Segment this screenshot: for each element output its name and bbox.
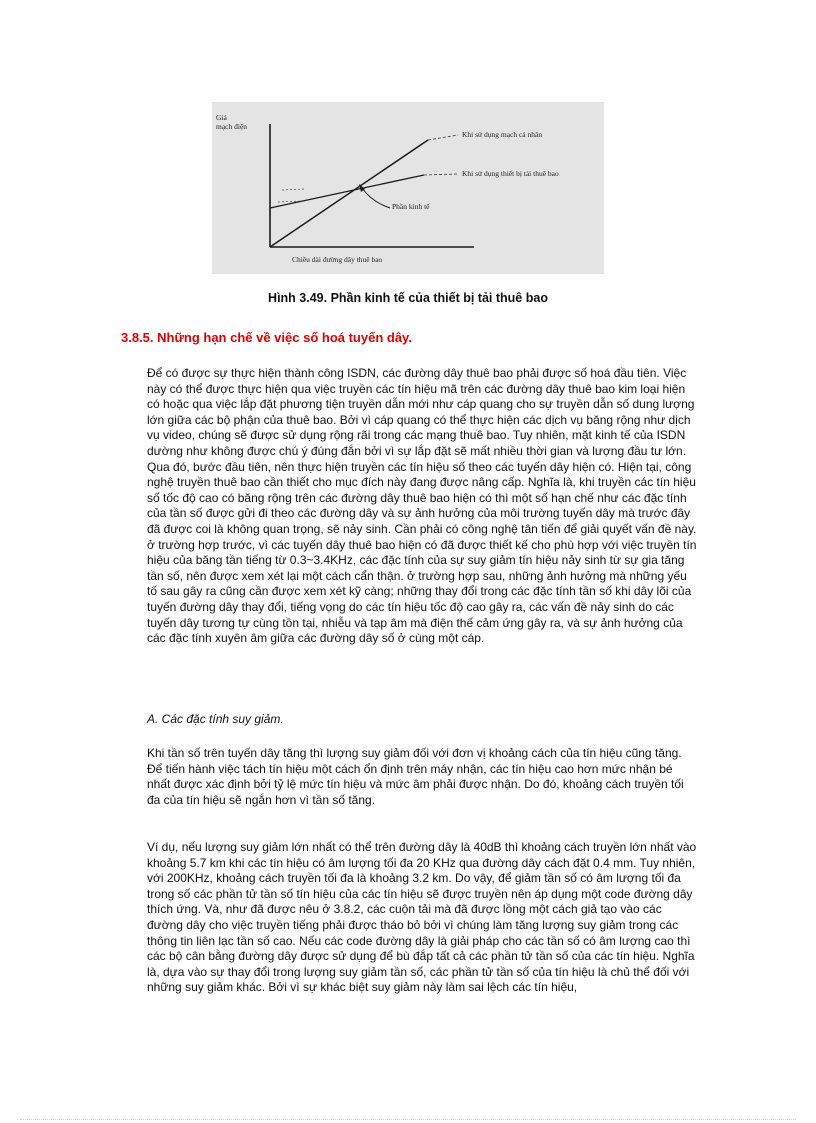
line-individual-circuit xyxy=(270,140,428,247)
paragraph-intro: Để có được sự thực hiện thành công ISDN, các đường dây thuê bao phải được số hoá đầu tiên. Việc này có thể được thực hiện qua việc truyền các tín hiệu mã trên các đường dây thuê bao kim loại hiện có hoặc qua việc lắp đặt phương tiện truyền dẫn mới như cáp quang cho sự truyền dẫn số dung lượng lớn giữa các bộ phận của thuê bao. Bởi vì cáp quang có thể thực hiện các dịch vụ băng rộng như dịch vụ video, chúng sẽ được sử dụng rộng rãi trong các mạng thuê bao. Tuy nhiên, mặt kinh tế của ISDN dường như không được chú ý đúng đắn bởi vì sự lắp đặt sẽ mất nhiều thời gian và lượng đầu tư lớn. Qua đó, bước đầu tiên, nên thực hiện truyền các tín hiệu số theo các tuyến dây hiện có. Hiện tại, công nghệ truyền thuê bao cần thiết cho mục đích này đang được nâng cấp. Nghĩa là, khi truyền các tín hiệu số tốc độ cao có băng rộng trên các đường dây thuê bao hiện có thì một số hạn chế như các đặc tính của tần số được gửi đi theo các đường dây và sự ảnh hưởng của môi trường tuyến dây mà trước đây đã được coi là không quan trọng, sẽ nảy sinh. Cần phải có công nghệ tân tiến để giải quyết vấn đề này. ở trường hợp trước, vì các tuyến dây thuê bao hiện có đã được thiết kế cho phù hợp với việc truyền tín hiệu của băng tần tiếng từ 0.3~3.4KHz, các đặc tính của sự suy giảm tín hiệu nảy sinh từ sự gia tăng tần số, nên được xem xét lại một cách cẩn thận. ở trường hợp sau, những ảnh hưởng mà những yếu tố sau gây ra cũng cần được xem xét kỹ càng; những thay đổi trong các đặc tính tần số khi dây lõi của tuyến đường dây thay đổi, tiếng vọng do các tín hiệu tốc độ cao gây ra, các vấn đề nảy sinh do các tuyến dây tương tự cùng tồn tại, nhiễu và tạp âm mà điện thế cảm ứng gây ra, và sự ảnh hưởng của các đặc tính xuyên âm giữa các đường dây số ở cùng một cáp. xyxy=(147,366,697,646)
leader-individual xyxy=(428,135,458,140)
figure-cost-chart xyxy=(212,102,604,274)
leader-load-equipment xyxy=(424,174,458,175)
chart-drawing xyxy=(212,102,604,274)
page-bottom-rule xyxy=(20,1119,796,1120)
paragraph-attenuation: Khi tần số trên tuyến dây tăng thì lượng suy giảm đối với đơn vị khoảng cách của tín hiệu cũng tăng. Để tiến hành việc tách tín hiệu một cách ổn định trên máy nhận, các tín hiệu cao hơn mức nhận bé nhất được xác định bởi tỷ lệ mức tín hiệu và mức âm phải được nhận. Do đó, khoảng cách truyền tối đa của tín hiệu sẽ ngắn hơn vì tần số tăng. xyxy=(147,746,684,807)
y-axis-label-2: mạch điện xyxy=(216,122,248,131)
saving-pointer xyxy=(362,188,390,208)
label-individual-circuit: Khi sử dụng mạch cá nhân xyxy=(462,130,543,139)
x-axis-label: Chiều dài đường dây thuê bao xyxy=(292,255,383,264)
subheading-attenuation: A. Các đặc tính suy giảm. xyxy=(147,712,284,726)
section-heading: 3.8.5. Những hạn chế về việc số hoá tuyến dây. xyxy=(121,330,412,345)
label-saving: Phần kinh tế xyxy=(392,202,430,211)
y-axis-label-1: Giá xyxy=(216,113,227,122)
label-load-equipment: Khi sử dụng thiết bị tải thuê bao xyxy=(462,169,559,178)
dash-mark-2 xyxy=(282,189,304,190)
paragraph-example: Ví dụ, nếu lượng suy giảm lớn nhất có thể trên đường dây là 40dB thì khoảng cách truyền lớn nhất vào khoảng 5.7 km khi các tín hiệu có âm lượng tối đa 20 KHz qua đường dây cách đặt 0.4 mm. Tuy nhiên, với 200KHz, khoảng cách truyền tối đa là khoảng 3.2 km. Do vậy, để giảm tần số có âm lượng tối đa trong số các phần tử tần số tín hiệu của các tín hiệu sẽ được truyền nên áp dụng một code đường dây thích ứng. Và, như đã được nêu ở 3.8.2, các cuộn tải mà đã được lồng một cách giả tạo vào các đường dây cho việc truyền tiếng phải được tháo bỏ bởi vì chúng làm tăng lượng suy giảm trong các thông tin liên lạc tần số cao. Nếu các code đường dây là giải pháp cho các tần số có âm lượng cao thì các bộ cân bằng đường dây được sử dụng để bù đắp tất cả các phần tử tần số của các tín hiệu. Nghĩa là, dựa vào sự thay đổi trong lượng suy giảm tần số, các phần tử tần số của tín hiệu là chủ thể đối với những suy giảm khác. Bởi vì sự khác biệt suy giảm này làm sai lệch các tín hiệu, xyxy=(147,840,697,995)
figure-caption: Hình 3.49. Phần kinh tế của thiết bị tải thuê bao xyxy=(268,291,548,305)
